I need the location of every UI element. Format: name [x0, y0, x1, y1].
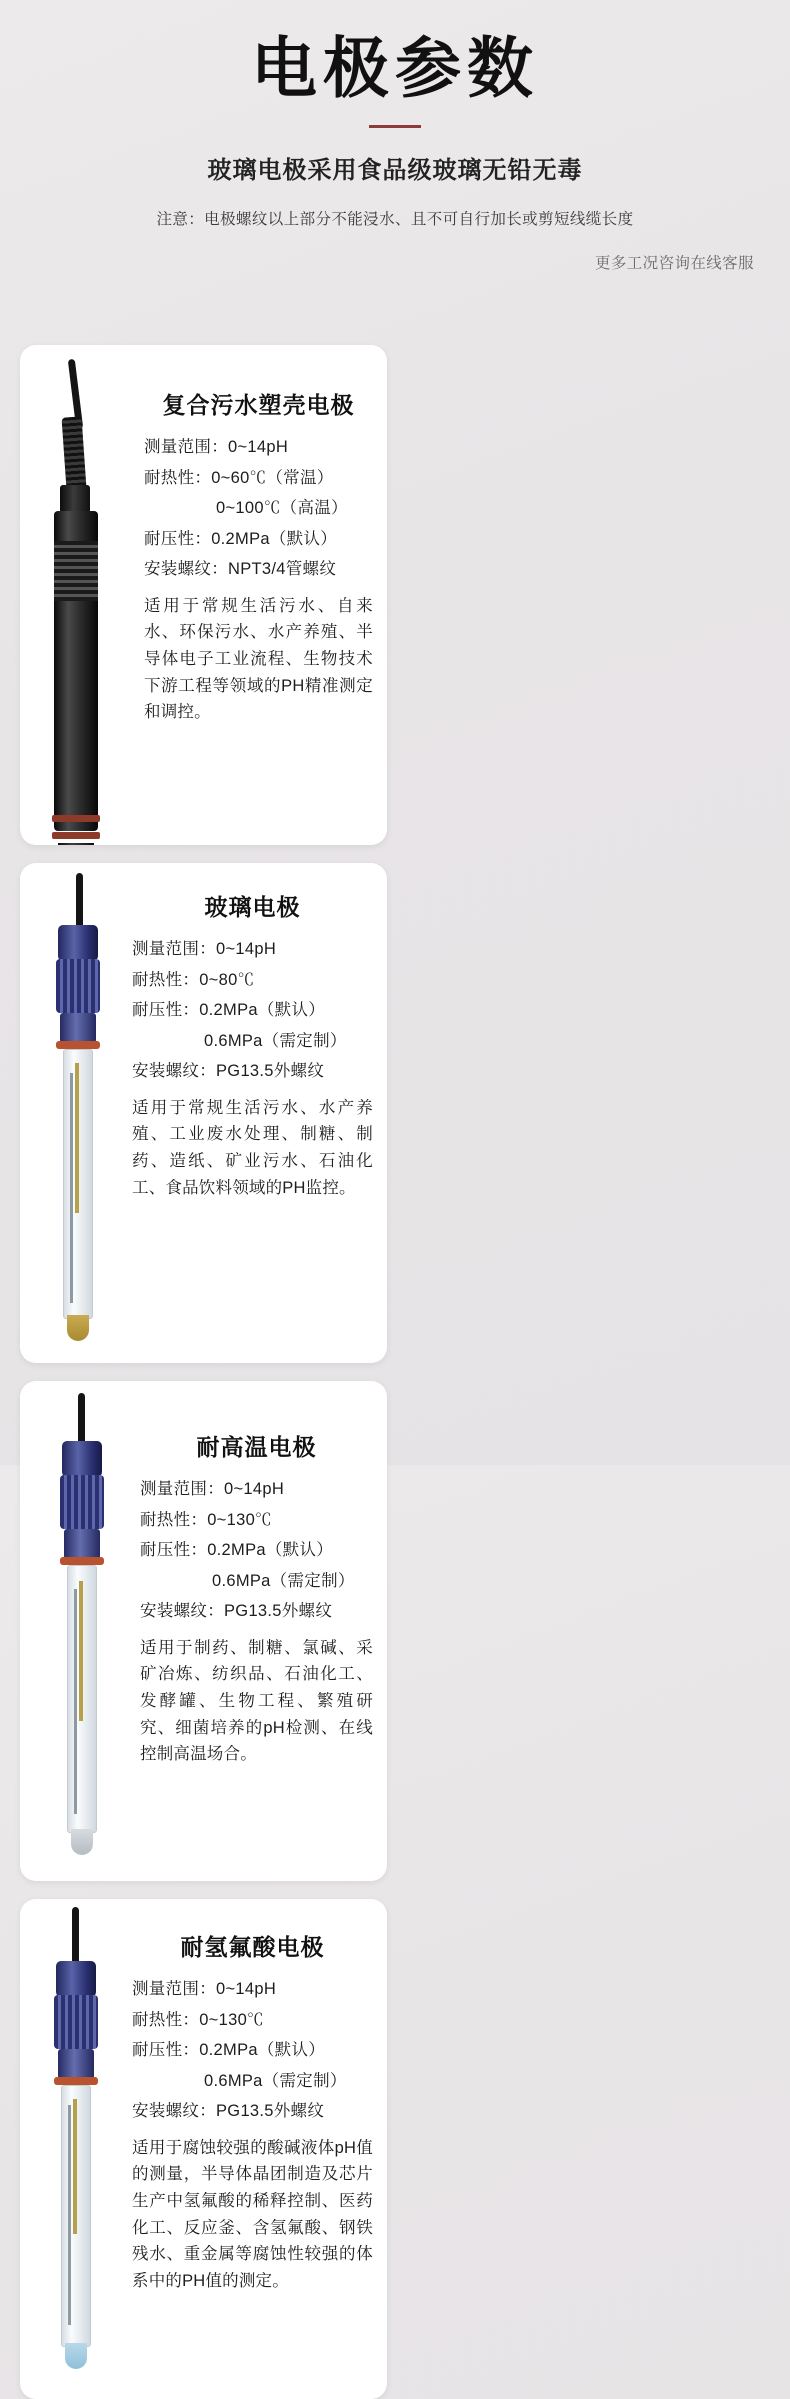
spec-heat-resistance: 耐热性：0~130℃	[140, 1510, 272, 1529]
spec-measure-range: 测量范围：0~14pH	[132, 1980, 277, 1998]
spec-pressure-resistance-alt: 0.6MPa（需定制）	[204, 1031, 347, 1050]
product-image-hf-resistant-electrode	[20, 1899, 124, 2399]
card-title: 耐氢氟酸电极	[180, 1934, 325, 1960]
card-description: 适用于常规生活污水、水产养殖、工业废水处理、制糖、制药、造纸、矿业污水、石油化工、食品饮料领域的PH监控。	[132, 1098, 373, 1197]
spec-pressure-resistance: 耐压性：0.2MPa（默认）	[132, 2041, 326, 2060]
usage-notice: 注意：电极螺纹以上部分不能浸水、且不可自行加长或剪短线缆长度	[156, 211, 634, 229]
spec-heat-resistance: 耐热性：0~80℃	[132, 970, 255, 989]
spec-mounting-thread: 安装螺纹：PG13.5外螺纹	[132, 2102, 325, 2121]
spec-mounting-thread: 安装螺纹：PG13.5外螺纹	[140, 1602, 333, 1621]
spec-heat-resistance: 耐热性：0~130℃	[132, 2010, 264, 2029]
spec-pressure-resistance: 耐压性：0.2MPa（默认）	[144, 529, 338, 548]
product-card	[20, 1899, 387, 2399]
spec-heat-resistance: 耐热性：0~60℃（常温）	[144, 468, 334, 487]
spec-mounting-thread: 安装螺纹：PG13.5外螺纹	[132, 1062, 325, 1081]
product-card	[20, 863, 387, 1363]
product-image-high-temp-electrode	[20, 1381, 138, 1881]
card-description: 适用于制药、制糖、氯碱、采矿冶炼、纺织品、石油化工、发酵罐、生物工程、繁殖研究、细菌培养的pH检测、在线控制高温场合。	[140, 1638, 373, 1764]
spec-mounting-thread: 安装螺纹：NPT3/4管螺纹	[144, 560, 337, 579]
product-image-glass-electrode	[20, 863, 124, 1363]
spec-heat-resistance-alt: 0~100℃（高温）	[216, 499, 348, 518]
spec-measure-range: 测量范围：0~14pH	[144, 438, 289, 456]
page-header	[0, 0, 790, 273]
spec-measure-range: 测量范围：0~14pH	[132, 940, 277, 958]
page-subtitle: 玻璃电极采用食品级玻璃无铅无毒	[207, 157, 583, 185]
spec-pressure-resistance: 耐压性：0.2MPa（默认）	[140, 1541, 334, 1560]
product-card-grid	[0, 345, 790, 2399]
card-description: 适用于常规生活污水、自来水、环保污水、水产养殖、半导体电子工业流程、生物技术下游工程等领域的PH精准测定和调控。	[144, 596, 373, 722]
spec-pressure-resistance-alt: 0.6MPa（需定制）	[204, 2071, 347, 2090]
spec-pressure-resistance-alt: 0.6MPa（需定制）	[212, 1571, 355, 1590]
card-title: 耐高温电极	[196, 1434, 317, 1460]
card-title: 玻璃电极	[204, 894, 301, 920]
page-title: 电极参数	[251, 31, 539, 105]
spec-pressure-resistance: 耐压性：0.2MPa（默认）	[132, 1001, 326, 1020]
card-description: 适用于腐蚀较强的酸碱液体pH值的测量，半导体晶团制造及芯片生产中氢氟酸的稀释控制、医药化工、反应釜、含氢氟酸、钢铁残水、重金属等腐蚀性较强的体系中的PH值的测定。	[132, 2138, 373, 2291]
service-note: 更多工况咨询在线客服	[594, 255, 754, 273]
product-image-plastic-black-electrode	[20, 345, 138, 845]
card-title: 复合污水塑壳电极	[162, 392, 355, 418]
title-divider	[369, 125, 421, 128]
product-card	[20, 1381, 387, 1881]
product-card	[20, 345, 387, 845]
spec-measure-range: 测量范围：0~14pH	[140, 1480, 285, 1498]
